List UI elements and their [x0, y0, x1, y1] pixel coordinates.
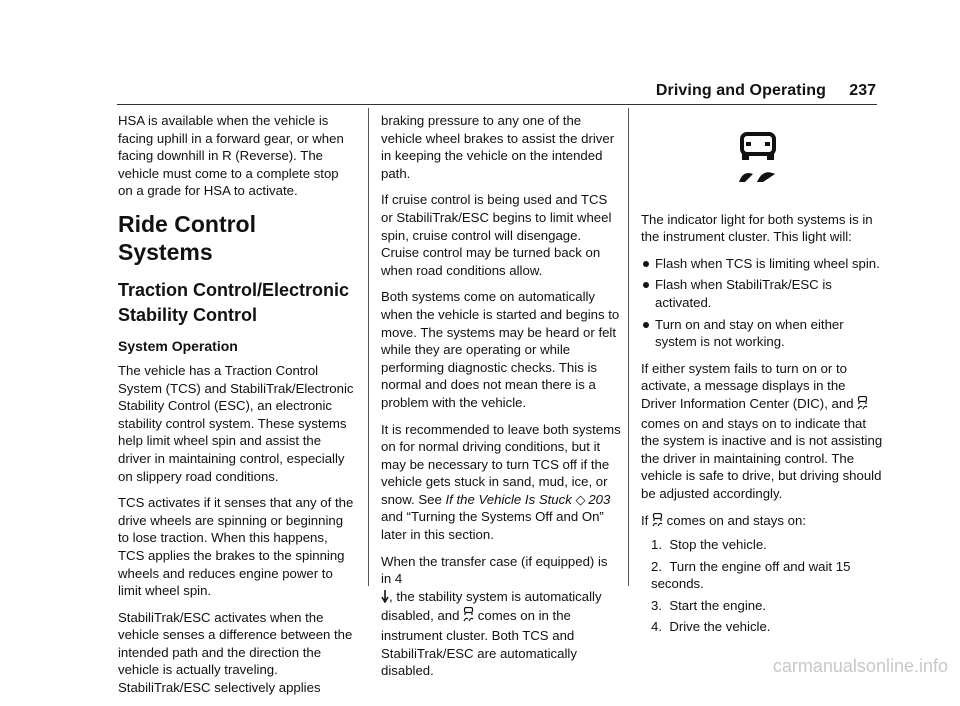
paragraph-automatic-on: Both systems come on automatically when the vehicle is started and begins to move. The systems may be heard or felt while they are operating or while performing diagnostic checks. This is normal and does not mean there is a problem with the vehicle.	[381, 289, 620, 410]
bullet-text: Flash when TCS is limiting wheel spin.	[655, 255, 880, 271]
heading-traction-line1: Traction Control/Electronic	[118, 279, 350, 300]
column-1	[118, 112, 356, 706]
low-range-arrow-icon	[381, 590, 389, 608]
bullet-icon	[643, 282, 649, 288]
column-divider-2	[628, 108, 629, 586]
paragraph-tcs-intro: The vehicle has a Traction Control System (TCS) and StabiliTrak/Electronic Stability Control (ESC), an electronic stability control system. These systems help limit wheel spin and assist the driver in maintaining control, especially on slippery road conditions.	[118, 362, 354, 484]
page-header	[0, 82, 960, 104]
text-recommended: It is recommended to leave both systems on for normal driving conditions, but it may be necessary to turn TCS off if the vehicle gets stuck in sand, mud, ice, or snow. See	[381, 421, 621, 507]
page-ref-icon: ◇	[575, 491, 586, 507]
list-item: 4. Drive the vehicle.	[651, 619, 771, 635]
heading-traction-line2: Stability Control	[118, 304, 257, 325]
stabilitrak-off-icon	[463, 607, 474, 627]
list-item	[641, 276, 883, 311]
paragraph-cruise-control: If cruise control is being used and TCS or StabiliTrak/ESC begins to limit wheel spin, cruise control will disengage. Cruise control may be turned back on when road conditions allow.	[381, 192, 612, 278]
text-comes-on: comes on in the instrument cluster. Both TCS and StabiliTrak/ESC are automatically disabled.	[381, 608, 577, 679]
traction-indicator-icon	[857, 396, 868, 415]
steps-list	[641, 536, 883, 636]
footer-watermark	[0, 656, 960, 678]
heading-system-operation: System Operation	[118, 337, 238, 354]
list-item: 1. Stop the vehicle.	[651, 537, 767, 553]
column-3	[641, 112, 883, 640]
paragraph-tcs-activates: TCS activates if it senses that any of the drive wheels are spinning or beginning to lose traction. When this happens, TCS applies the brakes to the spinning wheels and reduces engine power to limit wheel spin.	[118, 495, 354, 599]
watermark-text: carmanualsonline.info	[772, 656, 948, 676]
bullet-text: Turn on and stay on when either system is not working.	[655, 316, 844, 350]
paragraph-indicator-light: The indicator light for both systems is in the instrument cluster. This light will:	[641, 211, 873, 245]
text-comes-on-stays: comes on and stays on:	[663, 512, 806, 528]
heading-traction-control	[118, 278, 356, 328]
column-divider-1	[368, 108, 369, 586]
bullet-icon	[643, 322, 649, 328]
paragraph-recommended	[381, 421, 621, 544]
text-comes-on-stays-on: comes on and stays on to indicate that the system is inactive and is not assisting the driver in maintaining control. The vehicle is safe to drive, but driving should be adjusted accordingly.	[641, 415, 883, 501]
section-title: Driving and Operating	[655, 82, 826, 99]
paragraph-if-comes-on	[641, 512, 883, 532]
link-vehicle-stuck[interactable]: If the Vehicle Is Stuck	[445, 491, 572, 507]
list-item	[641, 255, 883, 273]
header-rule	[117, 104, 877, 105]
list-item	[641, 316, 883, 351]
text-transfer-case: When the transfer case (if equipped) is in 4	[381, 553, 608, 587]
text-system-fails: If either system fails to turn on or to activate, a message displays in the Driver Information Center (DIC), and	[641, 360, 858, 411]
paragraph-esc-activates: StabiliTrak/ESC activates when the vehicle senses a difference between the intended path and the direction the vehicle is actually traveling. StabiliTrak/ESC selectively applies	[118, 609, 353, 696]
list-item: 2. Turn the engine off and wait 15 seconds.	[651, 558, 851, 592]
heading-ride-control: Ride Control Systems	[118, 210, 256, 265]
bullet-icon	[643, 261, 649, 267]
column-2	[381, 112, 621, 689]
traction-indicator-icon	[652, 513, 663, 532]
paragraph-system-fails	[641, 360, 883, 503]
text-stability-disabled: , the stability system is automatically disabled, and	[381, 588, 602, 624]
hsa-paragraph: HSA is available when the vehicle is facing uphill in a forward gear, or when facing downhill in R (Reverse). The vehicle must come to a complete stop on a grade for HSA to activate.	[118, 113, 344, 199]
page-number: 237	[849, 82, 876, 99]
bullet-text: Flash when StabiliTrak/ESC is activated.	[655, 277, 832, 310]
text-turning-systems: and “Turning the Systems Off and On” later in this section.	[381, 509, 604, 543]
indicator-bullet-list	[641, 255, 883, 351]
list-item: 3. Start the engine.	[651, 597, 767, 613]
page-ref-number[interactable]: 203	[588, 491, 611, 507]
paragraph-braking-pressure: braking pressure to any one of the vehicle wheel brakes to assist the driver in keeping the vehicle on the intended path.	[381, 113, 615, 181]
text-if: If	[641, 512, 652, 528]
traction-control-icon	[735, 132, 883, 189]
